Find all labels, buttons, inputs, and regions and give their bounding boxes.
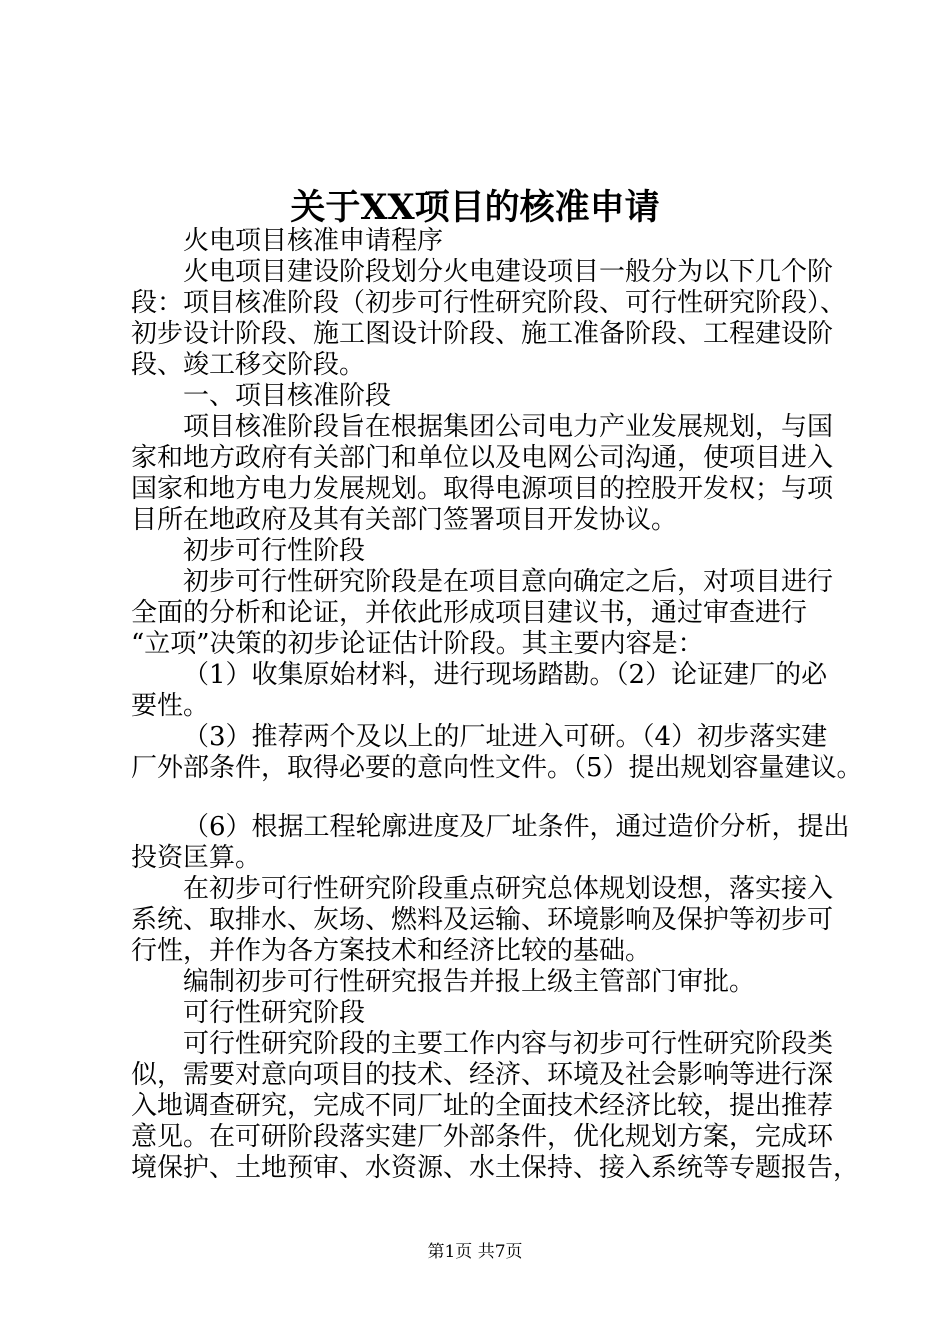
paragraph-line: 项目核准阶段旨在根据集团公司电力产业发展规划，与国	[183, 412, 834, 442]
paragraph-line: 初步设计阶段、施工图设计阶段、施工准备阶段、工程建设阶	[131, 319, 834, 349]
list-item: （1）收集原始材料，进行现场踏勘。（2）论证建厂的必	[183, 660, 828, 690]
paragraph-line: 火电项目建设阶段划分火电建设项目一般分为以下几个阶	[183, 257, 834, 287]
section-heading: 可行性研究阶段	[183, 998, 366, 1028]
blank-gap	[131, 784, 837, 812]
page-number-footer: 第1页 共7页	[427, 1242, 523, 1262]
paragraph-line: 境保护、土地预审、水资源、水土保持、接入系统等专题报告，	[131, 1153, 860, 1183]
paragraph-line: 在初步可行性研究阶段重点研究总体规划设想，落实接入	[183, 874, 834, 904]
paragraph-line: 国家和地方电力发展规划。取得电源项目的控股开发权；与项	[131, 474, 834, 504]
paragraph-line: 行性，并作为各方案技术和经济比较的基础。	[131, 936, 652, 966]
list-item: （6）根据工程轮廓进度及厂址条件，通过造价分析，提出	[183, 812, 850, 842]
paragraph-line: 似，需要对意向项目的技术、经济、环境及社会影响等进行深	[131, 1060, 834, 1090]
paragraph-line: 初步可行性研究阶段是在项目意向确定之后，对项目进行	[183, 567, 834, 597]
list-item-continuation: 厂外部条件，取得必要的意向性文件。（5）提出规划容量建议。	[131, 753, 863, 783]
paragraph-line: 目所在地政府及其有关部门签署项目开发协议。	[131, 505, 678, 535]
paragraph-line: 全面的分析和论证，并依此形成项目建议书，通过审查进行	[131, 598, 808, 628]
list-item: （3）推荐两个及以上的厂址进入可研。（4）初步落实建	[183, 722, 828, 752]
paragraph-line: 意见。在可研阶段落实建厂外部条件，优化规划方案，完成环	[131, 1122, 834, 1152]
document-body	[131, 226, 863, 1184]
list-item-continuation: 要性。	[131, 691, 210, 721]
paragraph-line: “立项”决策的初步论证估计阶段。其主要内容是：	[131, 629, 704, 659]
section-heading: 初步可行性阶段	[183, 536, 366, 566]
section-heading: 一、项目核准阶段	[183, 381, 392, 411]
paragraph-line: 编制初步可行性研究报告并报上级主管部门审批。	[183, 967, 756, 997]
paragraph-heading: 火电项目核准申请程序	[183, 226, 444, 256]
paragraph-line: 可行性研究阶段的主要工作内容与初步可行性研究阶段类	[183, 1029, 834, 1059]
document-title: 关于XX项目的核准申请	[290, 187, 660, 228]
list-item-continuation: 投资匡算。	[131, 843, 262, 873]
paragraph-line: 段、竣工移交阶段。	[131, 350, 366, 380]
paragraph-line: 家和地方政府有关部门和单位以及电网公司沟通，使项目进入	[131, 443, 834, 473]
paragraph-line: 系统、取排水、灰场、燃料及运输、环境影响及保护等初步可	[131, 905, 834, 935]
paragraph-line: 段：项目核准阶段（初步可行性研究阶段、可行性研究阶段）、	[131, 288, 847, 318]
paragraph-line: 入地调查研究，完成不同厂址的全面技术经济比较，提出推荐	[131, 1091, 834, 1121]
